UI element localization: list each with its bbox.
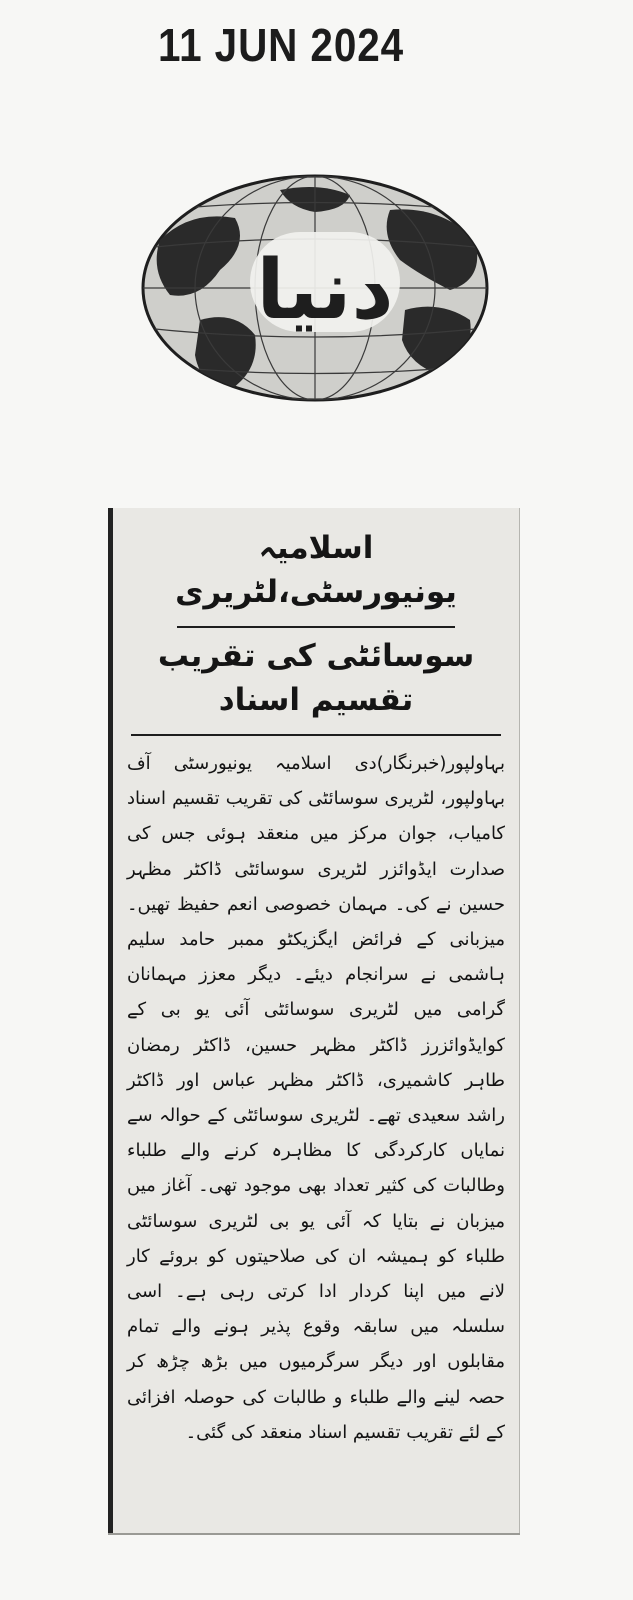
newspaper-logo bbox=[140, 170, 490, 410]
globe-logo-icon bbox=[140, 170, 490, 410]
date-stamp: 11 JUN 2024 bbox=[158, 19, 405, 71]
clipping-bottom-edge bbox=[108, 1533, 520, 1535]
article-clipping bbox=[108, 508, 520, 1535]
body-divider bbox=[131, 734, 501, 736]
article-body: بہاولپور(خبرنگار)دی اسلامیہ یونیورسٹی آف بہاولپور، لٹریری سوسائٹی کی تقریب تقسیم اسناد کامیاب، جوان مرکز میں منعقد ہوئی جس کی صدارت ایڈوائزر لٹریری سوسائٹی ڈاکٹر مظہر حسین نے کی۔ مہمان خصوصی انعم حفیظ تھیں۔ میزبانی کے فرائض ایگزیکٹو ممبر حامد سلیم ہاشمی نے سرانجام دیئے۔ دیگر معزز مہمانان گرامی میں لٹریری سوسائٹی آئی یو بی کے کوایڈوائزرز ڈاکٹر مظہر حسین، ڈاکٹر رمضان طاہر کاشمیری، ڈاکٹر مظہر عباس اور ڈاکٹر راشد سعیدی تھے۔ لٹریری سوسائٹی کے حوالہ سے نمایاں کارکردگی کا مظاہرہ کرنے والے طلباء وطالبات کی کثیر تعداد بھی موجود تھی۔ آغاز میں میزبان نے بتایا کہ آئی یو بی لٹریری سوسائٹی طلباء کو ہمیشہ ان کی صلاحیتوں کو بروئے کار لانے میں اپنا کردار ادا کرتی رہی ہے۔ اسی سلسلہ میں سابقہ وقوع پذیر ہونے والے تمام مقابلوں اور دیگر سرگرمیوں میں بڑھ چڑھ کر حصہ لینے والے طلباء و طالبات کی حوصلہ افزائی کے لئے تقریب تقسیم اسناد منعقد کی گئی۔ bbox=[127, 753, 505, 1443]
headline-line-1: اسلامیہ یونیورسٹی،لٹریری bbox=[175, 530, 457, 610]
headline-line-2: سوسائٹی کی تقریب تقسیم اسناد bbox=[157, 638, 475, 718]
logo-wordmark: دنیا bbox=[256, 243, 394, 338]
